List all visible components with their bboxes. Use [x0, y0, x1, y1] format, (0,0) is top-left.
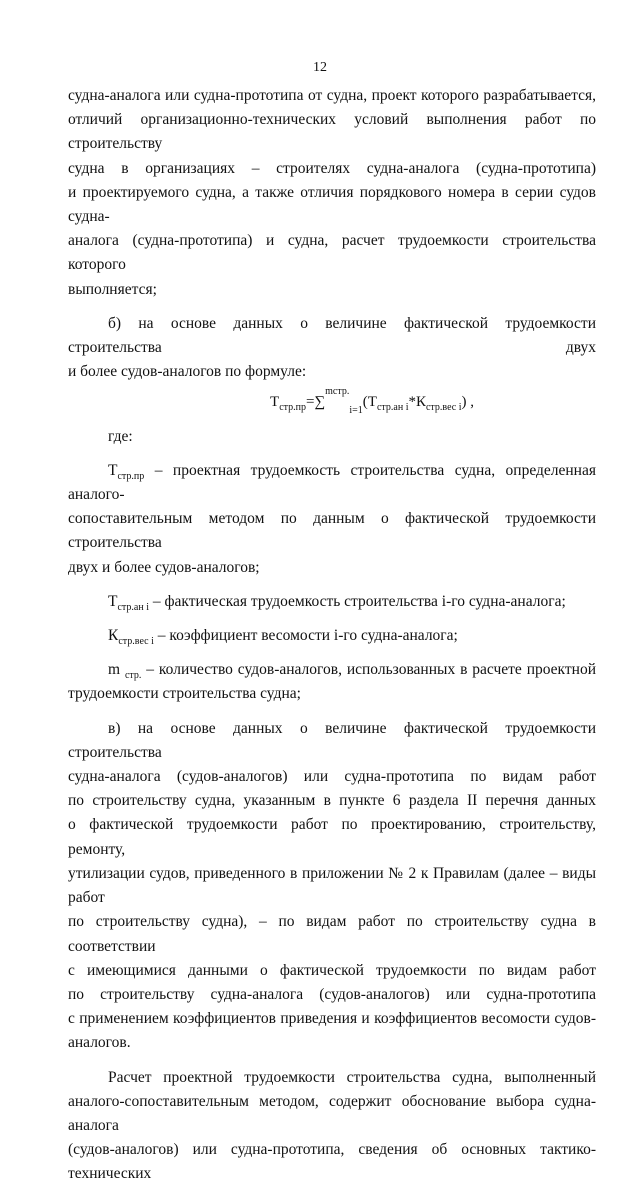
- definition-k-str-ves: $К_{стр.вес i}$ – коэффициент весомости i-го судна-аналога;: [108, 627, 458, 648]
- text-line: б) на основе данных о величине фактической трудоемкости строительства двух: [68, 314, 596, 357]
- text-line: судна-аналога (судов-аналогов) или судна-прототипа по видам работ: [68, 768, 596, 786]
- page-number: 12: [313, 60, 327, 75]
- text-line: о фактической трудоемкости работ по проектированию, строительству, ремонту,: [68, 816, 596, 858]
- definition-t-str-pr: $Т_{стр.пр}$ – проектная трудоемкость строительства судна, определенная аналого- сопоставительным методом по данным о фактической трудоемкости строительства двух и более судов-аналогов;: [68, 459, 596, 580]
- paragraph-continuation: [68, 84, 596, 302]
- text-line: (судов-аналогов) или судна-прототипа, сведения об основных тактико-технических: [68, 1141, 596, 1183]
- text-line: по строительству судна, указанным в пункте 6 раздела II перечня данных: [68, 792, 596, 810]
- text-line: аналога (судна-прототипа) и судна, расчет трудоемкости строительства которого: [68, 232, 596, 274]
- text-line: Расчет проектной трудоемкости строительства судна, выполненный: [108, 1068, 596, 1086]
- text-line: аналогов.: [68, 1034, 131, 1052]
- text-line: и проектируемого судна, а также отличия порядкового номера в серии судов судна-: [68, 183, 596, 226]
- text-line: трудоемкости строительства судна;: [68, 685, 301, 703]
- paragraph-calculation: [68, 1066, 596, 1187]
- text-line: аналого-сопоставительным методом, содержит обоснование выбора судна-аналога: [68, 1092, 596, 1134]
- text-line: по строительству судна-аналога (судов-аналогов) или судна-прототипа: [68, 985, 596, 1003]
- where-label: где:: [108, 427, 133, 445]
- text-line: в) на основе данных о величине фактической трудоемкости строительства: [68, 719, 596, 761]
- text-line: судна в организациях – строителях судна-аналога (судна-прототипа): [68, 159, 596, 177]
- paragraph-b: [68, 312, 596, 385]
- text-line: судна-аналога или судна-прототипа от судна, проект которого разрабатывается,: [68, 87, 596, 104]
- definition-m-str: m $_{стр.}$ – количество судов-аналогов, использованных в расчете проектной трудоемкости строительства судна;: [68, 658, 596, 706]
- formula: $Т_{стр.пр}=\sum^{mстр.}_{i=1}(Т_{стр.ан i}*К_{стр.вес i})$ ,: [270, 386, 474, 417]
- definition-t-str-an: $Т_{стр.ан i}$ – фактическая трудоемкость строительства i-го судна-аналога;: [108, 592, 566, 613]
- text-line: выполняется;: [68, 280, 157, 298]
- sum-symbol: ∑$^{mстр.}_{i=1}$: [314, 386, 363, 417]
- text-line: отличий организационно-технических условий выполнения работ по строительству: [68, 111, 596, 153]
- text-line: двух и более судов-аналогов;: [68, 558, 260, 576]
- text-line: по строительству судна), – по видам работ по строительству судна в соответствии: [68, 913, 596, 955]
- paragraph-v: [68, 717, 596, 1056]
- text-line: и более судов-аналогов по формуле:: [68, 363, 307, 381]
- document-body: [68, 84, 596, 1187]
- text-line: с имеющимися данными о фактической трудоемкости по видам работ: [68, 961, 596, 979]
- text-line: сопоставительным методом по данным о фактической трудоемкости строительства: [68, 510, 596, 552]
- text-line: утилизации судов, приведенного в приложении № 2 к Правилам (далее – виды работ: [68, 864, 596, 907]
- text-line: с применением коэффициентов приведения и коэффициентов весомости судов-: [68, 1010, 596, 1028]
